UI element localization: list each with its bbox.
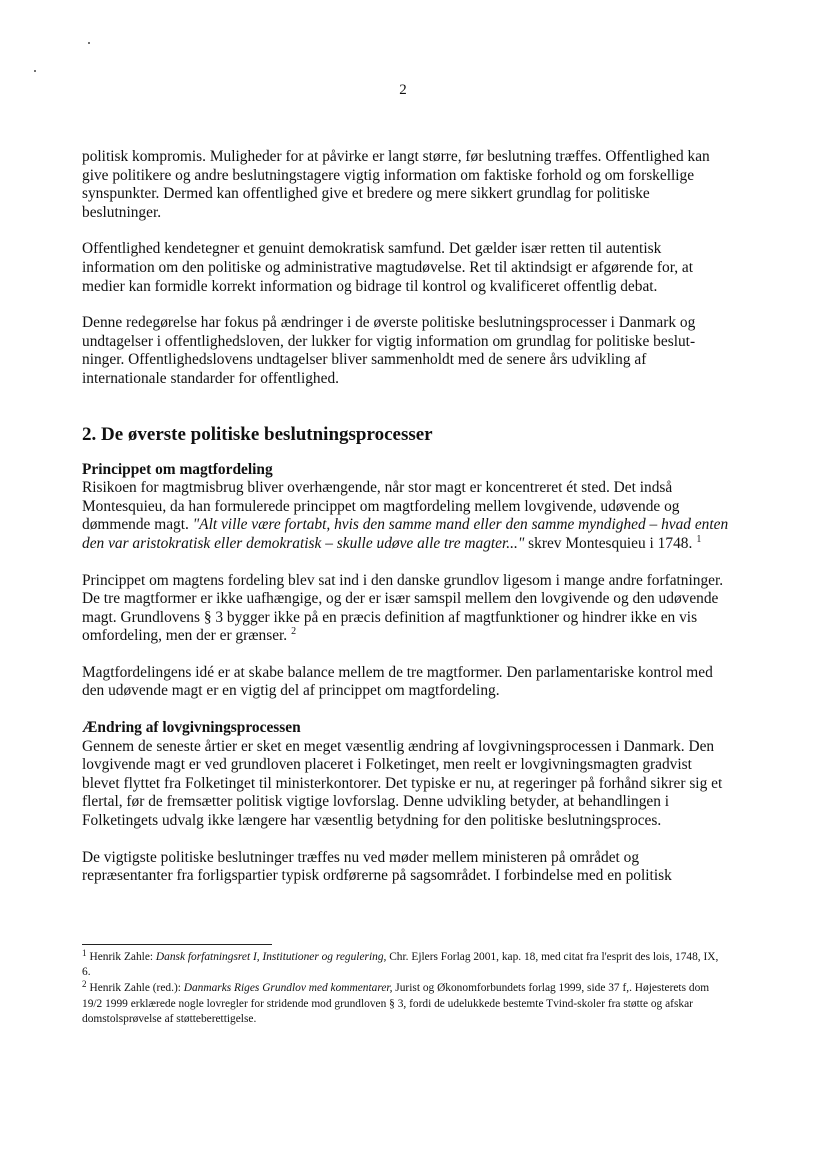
footnote-number: 2 [82,979,87,990]
footnote-author: Henrik Zahle (red.): [89,982,184,995]
montesquieu-quote: "Alt ville være fortabt, hvis den samme mand eller den samme myndighed – hvad enten den var aristokratisk eller demokratisk – skulle udøve alle tre magter..." [82,516,729,552]
scan-speck [88,42,90,44]
paragraph [82,479,732,553]
paragraph: politisk kompromis. Muligheder for at påvirke er langt større, før beslutning træffes. Offentlighed kan give politikere og andre beslutningstagere vigtig information om faktiske forhold og om forskellige synspunkter. Dermed kan offentlighed give et bredere og mere sikkert grundlag for politiske beslutninger. [82,148,710,221]
footnote [82,950,722,980]
scan-speck [34,70,36,72]
footnote-separator [82,944,272,945]
paragraph-text: Princippet om magtens fordeling blev sat ind i den danske grundlov ligesom i mange andre forfatninger. De tre magtformer er ikke uafhængige, og der er især samspil mellem den lovgivende og den udøvende magt. Grundlovens § 3 bygger ikke på en præcis definition af magtfunktioner og hindrer ikke en vis omfordeling, men der er grænser. [82,571,724,645]
footnote-number: 1 [82,948,87,958]
paragraph: Denne redegørelse har fokus på ændringer i de øverste politiske beslutningsprocesser i Danmark og undtagelser i offentlighedsloven, der lukker for vigtig information om grundlag for politiske beslut-ninger. Offentlighedslovens undtagelser bliver sammenholdt med de senere års udvikling af internationale standarder for offentlighed. [82,314,696,387]
footnote-title: Dansk forfatningsret I, Institutioner og regulering, [155,951,387,963]
footnote [82,981,722,1027]
paragraph [82,572,732,646]
paragraph: De vigtigste politiske beslutninger træffes nu ved møder mellem ministeren på området og repræsentanter fra forligspartier typisk ordførerne på sagsområdet. I forbindelse med en politisk [82,848,672,885]
paragraph-text: Risikoen for magtmisbrug bliver overhængende, når stor magt er koncentreret ét sted. Det indså Montesquieu, da han formulerede princippet om magtfordeling mellem lovgivende, udøvende og dømmende magt. [82,479,680,534]
paragraph: Magtfordelingens idé er at skabe balance mellem de tre magtformer. Den parlamentariske kontrol med den udøvende magt er en vigtig del af princippet om magtfordeling. [82,663,713,700]
footnote-ref[interactable]: 2 [291,626,297,638]
body-text [82,148,732,886]
subheading-lovgivningsprocessen: Ændring af lovgivningsprocessen [82,719,301,737]
paragraph: Gennem de seneste årtier er sket en meget væsentlig ændring af lovgivningsprocessen i Danmark. Den lovgivende magt er ved grundloven placeret i Folketinget, men reelt er lovgivningsmagten gradvist blevet flyttet fra Folketinget til ministerkontorer. Det typiske er nu, at regeringer på forhånd sikrer sig et flertal, før de fremsætter politisk vigtige lovforslag. Denne udvikling betyder, at behandlingen i Folketingets udvalg ikke længere har væsentlig betydning for den politiske beslutningsproces. [82,737,723,830]
footnote-ref[interactable]: 1 [696,533,702,545]
footnote-author: Henrik Zahle: [89,951,156,963]
footnotes [82,950,722,1028]
section-heading: 2. De øverste politiske beslutningsprocesser [82,423,433,445]
paragraph: Offentlighed kendetegner et genuint demokratisk samfund. Det gælder især retten til autentisk information om den politiske og administrative magtudøvelse. Ret til aktindsigt er afgørende for, at medier kan formidle korrekt information og bidrage til kontrol og kvalificeret offentlig debat. [82,240,694,295]
paragraph-text: skrev Montesquieu i 1748. [524,534,693,552]
footnote-text: Chr. Ejlers Forlag 2001, kap. 18, med citat fra l'esprit des lois, 1748, IX, 6. [82,951,719,979]
page-number: 2 [399,82,407,98]
footnote-text: Jurist og Økonomforbundets forlag 1999, side 37 f,. Højesterets dom 19/2 1999 erklærede nogle lovregler for stridende mod grundloven § 3, fordi de udelukkede bestemte Tvind-skoler fra støtte og afskar domstolsprøvelse af støtteberettigelse. [82,982,710,1025]
footnote-title: Danmarks Riges Grundlov med kommentarer, [183,982,393,995]
subheading-magtfordeling: Princippet om magtfordeling [82,460,273,478]
